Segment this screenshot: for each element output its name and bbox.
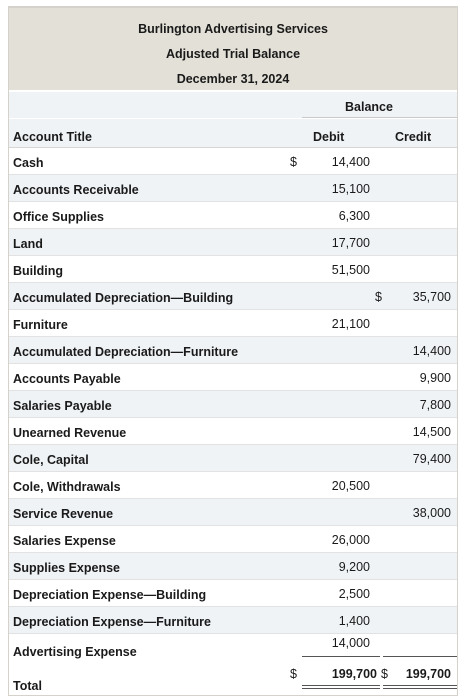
debit-sign: $	[290, 155, 297, 169]
total-debit-double-underline	[302, 685, 380, 686]
account-name: Depreciation Expense—Building	[13, 588, 207, 602]
table-row	[9, 526, 457, 553]
account-name: Accumulated Depreciation—Furniture	[13, 345, 239, 359]
table-row	[9, 364, 457, 391]
account-name: Cole, Capital	[13, 453, 89, 467]
balance-group-header	[9, 92, 457, 118]
statement-header	[9, 8, 457, 90]
table-row	[9, 148, 457, 175]
account-name: Cash	[13, 156, 44, 170]
table-row	[9, 499, 457, 526]
table-row	[9, 553, 457, 580]
total-debit: 199,700	[331, 667, 377, 681]
credit-amount: 14,500	[412, 425, 451, 439]
table-row	[9, 283, 457, 310]
debit-header: Debit	[313, 130, 345, 144]
balance-label: Balance	[345, 100, 393, 114]
account-name: Salaries Expense	[13, 534, 116, 548]
company-name: Burlington Advertising Services	[138, 22, 328, 36]
account-name: Accounts Payable	[13, 372, 121, 386]
table-row	[9, 337, 457, 364]
trial-balance-table	[8, 6, 458, 696]
total-credit: 199,700	[405, 667, 451, 681]
credit-amount: 7,800	[419, 398, 451, 412]
credit-amount: 14,400	[412, 344, 451, 358]
credit-sum-underline	[383, 656, 457, 657]
debit-amount: 2,500	[338, 587, 370, 601]
debit-amount: 9,200	[338, 560, 370, 574]
credit-amount: 38,000	[412, 506, 451, 520]
table-row	[9, 175, 457, 202]
table-row	[9, 391, 457, 418]
total-credit-sign: $	[381, 667, 388, 681]
debit-amount: 6,300	[338, 209, 370, 223]
account-name: Unearned Revenue	[13, 426, 127, 440]
credit-header: Credit	[395, 130, 432, 144]
column-header-row	[9, 119, 457, 148]
account-name: Accumulated Depreciation—Building	[13, 291, 234, 305]
statement-date: December 31, 2024	[176, 72, 290, 86]
debit-amount: 17,700	[331, 236, 370, 250]
table-row	[9, 472, 457, 499]
debit-amount: 14,000	[331, 636, 370, 650]
total-credit-double-underline	[383, 685, 457, 686]
credit-amount: 9,900	[419, 371, 451, 385]
table-row	[9, 580, 457, 607]
total-debit-sign: $	[290, 667, 297, 681]
debit-amount: 14,400	[331, 155, 370, 169]
debit-amount: 26,000	[331, 533, 370, 547]
account-name: Service Revenue	[13, 507, 114, 521]
total-row	[9, 658, 457, 696]
account-name: Land	[13, 237, 43, 251]
debit-amount: 1,400	[338, 614, 370, 628]
table-row	[9, 202, 457, 229]
table-row	[9, 229, 457, 256]
account-name: Depreciation Expense—Furniture	[13, 615, 211, 629]
debit-amount: 21,100	[331, 317, 370, 331]
debit-amount: 20,500	[331, 479, 370, 493]
debit-amount: 51,500	[331, 263, 370, 277]
account-name: Building	[13, 264, 63, 278]
table-row	[9, 418, 457, 445]
credit-amount: 35,700	[412, 290, 451, 304]
debit-amount: 15,100	[331, 182, 370, 196]
debit-sum-underline	[302, 656, 380, 657]
total-credit-double-underline	[383, 688, 457, 689]
account-name: Salaries Payable	[13, 399, 112, 413]
balance-divider	[302, 117, 457, 118]
table-row	[9, 256, 457, 283]
account-name: Cole, Withdrawals	[13, 480, 121, 494]
account-name: Supplies Expense	[13, 561, 120, 575]
credit-amount: 79,400	[412, 452, 451, 466]
table-row	[9, 607, 457, 634]
total-debit-double-underline	[302, 688, 380, 689]
account-name: Advertising Expense	[13, 645, 137, 659]
table-row	[9, 445, 457, 472]
account-name: Furniture	[13, 318, 68, 332]
statement-title: Adjusted Trial Balance	[165, 47, 301, 61]
account-name: Office Supplies	[13, 210, 104, 224]
total-label: Total	[13, 679, 42, 693]
credit-sign: $	[375, 290, 382, 304]
table-row	[9, 310, 457, 337]
account-name: Accounts Receivable	[13, 183, 139, 197]
account-title-header: Account Title	[13, 130, 92, 144]
